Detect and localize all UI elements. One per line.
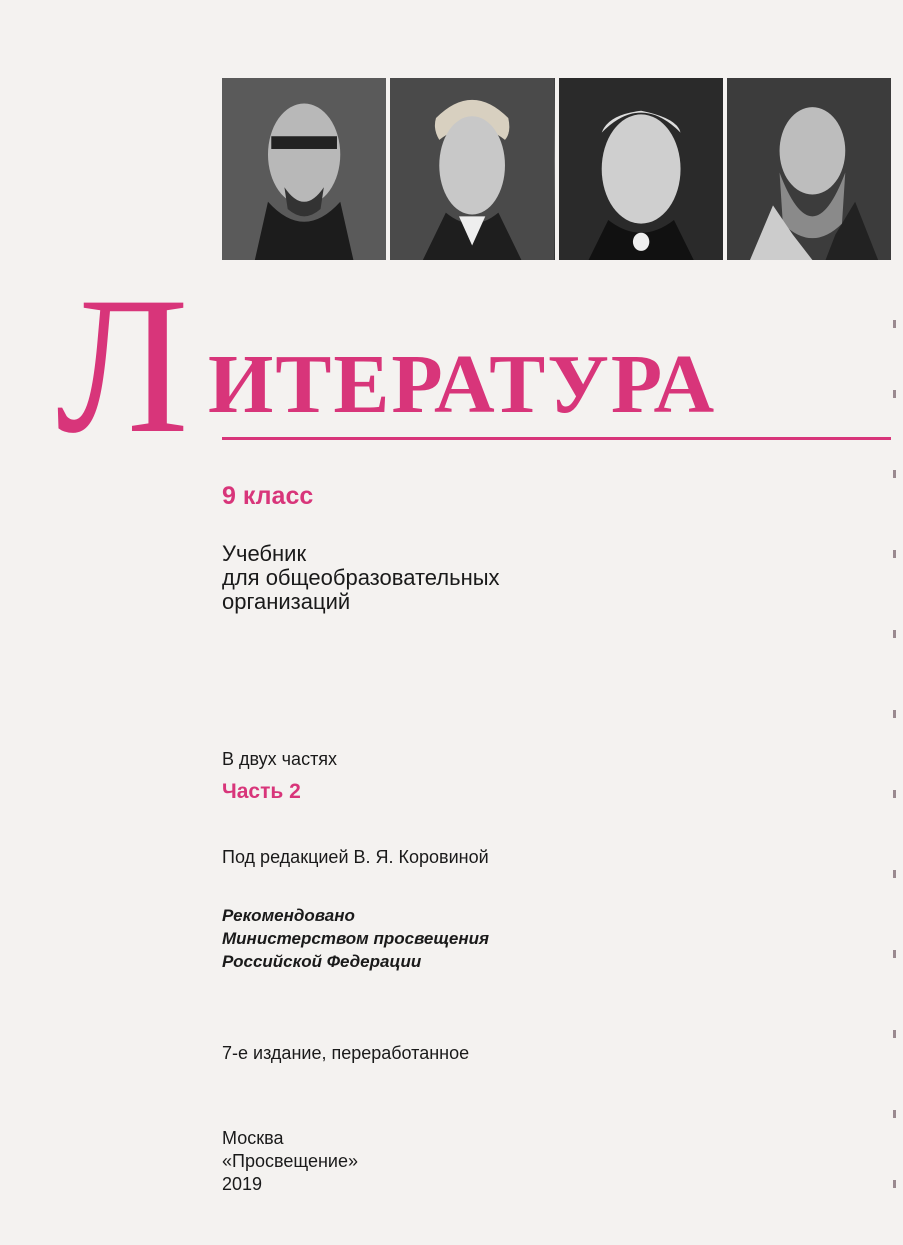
editor-line: Под редакцией В. Я. Коровиной xyxy=(222,847,489,867)
publisher-block xyxy=(222,1127,358,1196)
title-rest: ИТЕРАТУРА xyxy=(208,338,717,431)
textbook-line: организаций xyxy=(222,589,351,614)
author-portraits xyxy=(222,78,891,260)
publisher-city: Москва xyxy=(222,1128,284,1148)
textbook-line: Учебник xyxy=(222,541,307,566)
publication-year: 2019 xyxy=(222,1174,263,1194)
publisher-name: «Просвещение» xyxy=(222,1151,358,1171)
recommendation xyxy=(222,904,489,973)
portrait-1 xyxy=(222,78,386,260)
portrait-4 xyxy=(727,78,891,260)
grade-label: 9 класс xyxy=(222,482,314,510)
book-title xyxy=(56,257,876,474)
parts-note: В двух частях xyxy=(222,749,338,769)
recommendation-line: Российской Федерации xyxy=(222,952,422,971)
portrait-2 xyxy=(390,78,554,260)
part-label: Часть 2 xyxy=(222,780,301,803)
title-divider xyxy=(222,437,891,440)
page-edge-marks xyxy=(893,300,897,1200)
recommendation-line: Министерством просвещения xyxy=(222,929,489,948)
textbook-line: для общеобразовательных xyxy=(222,565,500,590)
recommendation-line: Рекомендовано xyxy=(222,906,355,925)
edition-note: 7-е издание, переработанное xyxy=(222,1043,470,1063)
portrait-3 xyxy=(559,78,723,260)
textbook-description xyxy=(222,542,500,614)
title-initial: Л xyxy=(56,257,189,474)
